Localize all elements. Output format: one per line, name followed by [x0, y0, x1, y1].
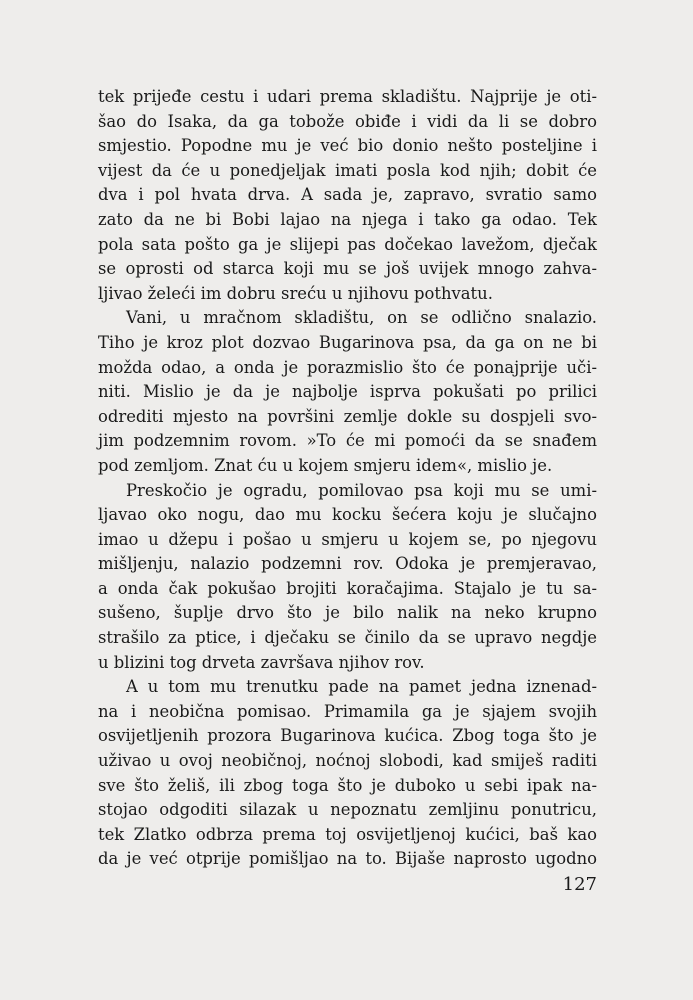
text-line: A u tom mu trenutku pade na pamet jedna iznenad- [126, 677, 597, 697]
text-line: zato da ne bi Bobi lajao na njega i tako ga odao. Tek [98, 209, 597, 229]
text-line: na i neobična pomisao. Primamila ga je sjajem svojih [98, 701, 597, 721]
text-line: se oprosti od starca koji mu se još uvijek mnogo zahva- [98, 259, 597, 279]
text-line: sve što želiš, ili zbog toga što je duboko u sebi ipak na- [98, 775, 597, 795]
text-line: odrediti mjesto na površini zemlje dokle su dospjeli svo- [98, 406, 597, 426]
text-line: sušeno, šuplje drvo što je bilo nalik na neko krupno [98, 603, 597, 623]
text-line: ljivao želeći im dobru sreću u njihovu pothvatu. [98, 283, 493, 303]
text-line: strašilo za ptice, i dječaku se činilo da se upravo negdje [98, 628, 597, 648]
text-line: osvijetljenih prozora Bugarinova kućica. Zbog toga što je [98, 726, 597, 746]
text-line: Preskočio je ogradu, pomilovao psa koji mu se umi- [126, 480, 597, 500]
text-line: u blizini tog drveta završava njihov rov. [98, 652, 425, 672]
text-line: jim podzemnim rovom. »To će mi pomoći da se snađem [98, 431, 597, 451]
text-line: šao do Isaka, da ga tobože obiđe i vidi da li se dobro [98, 111, 597, 131]
text-line: smjestio. Popodne mu je već bio donio nešto posteljine i [98, 136, 597, 156]
text-line: niti. Mislio je da je najbolje isprva pokušati po prilici [98, 382, 597, 402]
text-line: pod zemljom. Znat ću u kojem smjeru idem«, mislio je. [98, 455, 553, 475]
text-line: Tiho je kroz plot dozvao Bugarinova psa, da ga on ne bi [98, 332, 597, 352]
text-line: stojao odgoditi silazak u nepoznatu zemljinu ponutricu, [98, 800, 597, 820]
text-line: Vani, u mračnom skladištu, on se odlično snalazio. [126, 308, 597, 328]
text-line: a onda čak pokušao brojiti koračajima. Stajalo je tu sa- [98, 578, 597, 598]
text-line: tek Zlatko odbrza prema toj osvijetljenoj kućici, baš kao [98, 824, 597, 844]
page-number: 127 [562, 874, 597, 895]
text-line: dva i pol hvata drva. A sada je, zapravo, svratio samo [98, 185, 597, 205]
text-line: da je već otprije pomišljao na to. Bijaše naprosto ugodno [98, 849, 597, 869]
text-line: možda odao, a onda je porazmislio što će ponajprije uči- [98, 357, 597, 377]
text-line: uživao u ovoj neobičnoj, noćnoj slobodi, kad smiješ raditi [98, 751, 597, 771]
text-line: ljavao oko nogu, dao mu kocku šećera koju je slučajno [98, 505, 597, 525]
text-line: vijest da će u ponedjeljak imati posla kod njih; dobit će [98, 160, 597, 180]
text-line: mišljenju, nalazio podzemni rov. Odoka je premjeravao, [98, 554, 597, 574]
text-line: tek prijeđe cestu i udari prema skladištu. Najprije je oti- [98, 87, 597, 106]
text-line: pola sata pošto ga je slijepi pas dočekao lavežom, dječak [98, 234, 597, 254]
body-text [98, 85, 597, 872]
text-line: imao u džepu i pošao u smjeru u kojem se, po njegovu [98, 529, 597, 549]
